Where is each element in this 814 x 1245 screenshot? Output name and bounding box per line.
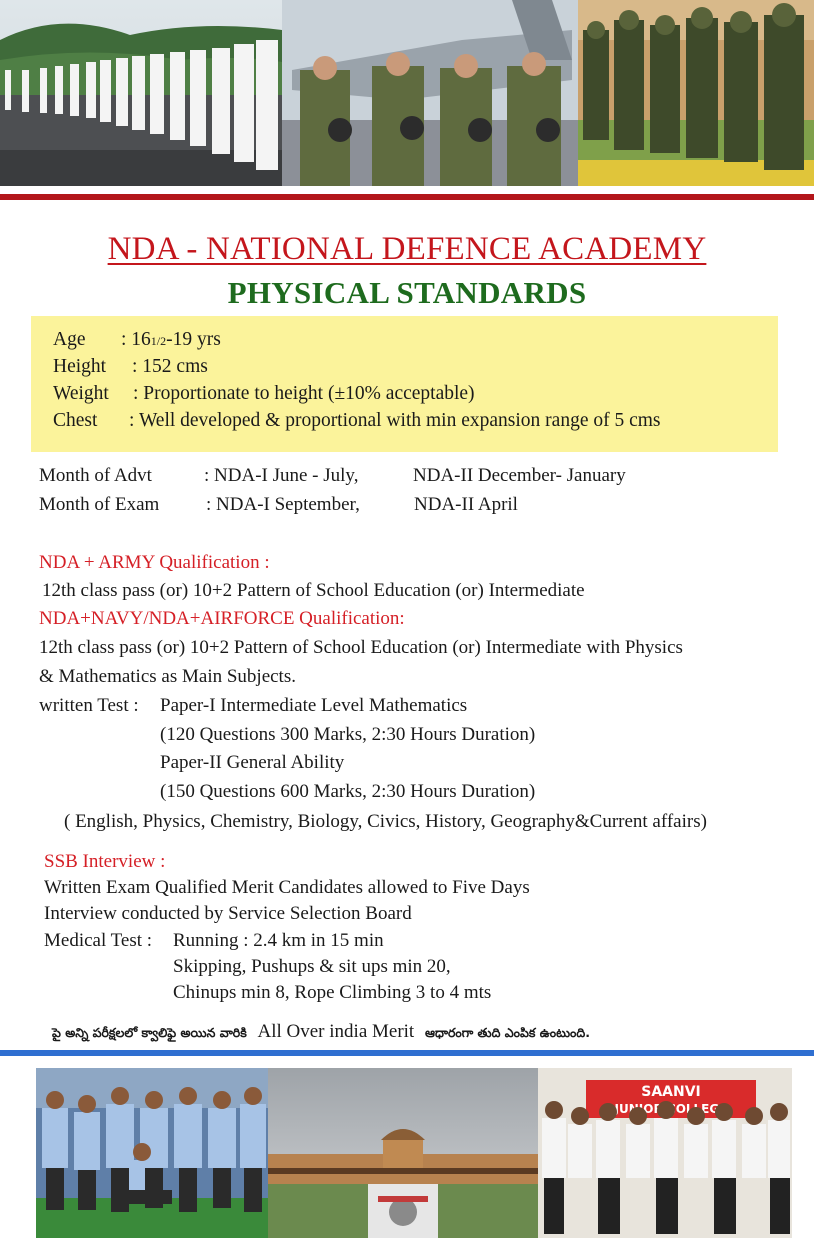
medical-skipping: Skipping, Pushups & sit ups min 20, <box>173 956 451 977</box>
merit-note-english: All Over india Merit <box>257 1021 415 1042</box>
ssb-line-2: Interview conducted by Service Selection Board <box>44 903 412 924</box>
chest-value: : Well developed & proportional with min expansion range of 5 cms <box>129 410 661 431</box>
paper2-detail: (150 Questions 600 Marks, 2:30 Hours Duration) <box>160 781 536 802</box>
ssb-heading: SSB Interview : <box>44 851 166 872</box>
subjects-list: ( English, Physics, Chemistry, Biology, Civics, History, Geography&Current affairs) <box>64 811 707 832</box>
exam-label: Month of Exam <box>39 494 160 515</box>
written-test-label: written Test : <box>39 695 139 716</box>
weight-row <box>53 383 475 405</box>
age-label: Age <box>53 329 86 350</box>
page-subtitle: PHYSICAL STANDARDS <box>227 275 587 310</box>
advt-label: Month of Advt <box>39 465 152 486</box>
weight-value: : Proportionate to height (±10% acceptable) <box>133 383 475 404</box>
navy-parade-photo <box>0 0 282 186</box>
height-label: Height <box>53 356 107 377</box>
paper1-title: Paper-I Intermediate Level Mathematics <box>160 695 468 716</box>
red-divider <box>0 194 814 200</box>
air-force-pilots-photo <box>282 0 578 186</box>
blue-divider <box>0 1050 814 1056</box>
age-value: : 161/2-19 yrs <box>121 329 221 350</box>
merit-note-telugu-before: పై అన్ని పరీక్షలలో క్వాలిఫై అయిన వారికి <box>52 1025 247 1040</box>
page-title: NDA - NATIONAL DEFENCE ACADEMY <box>107 231 707 267</box>
medical-test-label: Medical Test : <box>44 930 153 951</box>
college-banner-line1: SAANVI <box>641 1084 701 1100</box>
navy-airforce-qualification-text-1: 12th class pass (or) 10+2 Pattern of School Education (or) Intermediate with Physics <box>39 637 683 658</box>
army-soldiers-photo <box>578 0 814 186</box>
medical-running: Running : 2.4 km in 15 min <box>173 930 384 951</box>
paper2-title: Paper-II General Ability <box>160 752 345 773</box>
exam-nda2: NDA-II April <box>414 494 518 515</box>
advt-nda2: NDA-II December- January <box>413 465 626 486</box>
age-row <box>53 329 221 351</box>
navy-airforce-qualification-heading: NDA+NAVY/NDA+AIRFORCE Qualification: <box>39 608 405 629</box>
college-students-photo <box>538 1068 792 1238</box>
exam-nda1: : NDA-I September, <box>206 494 360 515</box>
medical-chinups: Chinups min 8, Rope Climbing 3 to 4 mts <box>173 982 492 1003</box>
physical-standards-box <box>31 316 778 452</box>
nda-building-photo <box>268 1068 538 1238</box>
height-value: : 152 cms <box>132 356 208 377</box>
advt-nda1: : NDA-I June - July, <box>204 465 359 486</box>
navy-airforce-qualification-text-2: & Mathematics as Main Subjects. <box>39 666 296 687</box>
weight-label: Weight <box>53 383 109 404</box>
students-group-photo <box>36 1068 268 1238</box>
army-qualification-text: 12th class pass (or) 10+2 Pattern of School Education (or) Intermediate <box>42 580 585 601</box>
paper1-detail: (120 Questions 300 Marks, 2:30 Hours Duration) <box>160 724 536 745</box>
army-qualification-heading: NDA + ARMY Qualification : <box>39 552 270 573</box>
merit-note <box>52 1021 590 1044</box>
ssb-line-1: Written Exam Qualified Merit Candidates allowed to Five Days <box>44 877 530 898</box>
chest-row <box>53 410 661 432</box>
chest-label: Chest <box>53 410 98 431</box>
height-row <box>53 356 208 378</box>
merit-note-telugu-after: ఆధారంగా తుది ఎంపిక ఉంటుంది. <box>424 1025 590 1040</box>
